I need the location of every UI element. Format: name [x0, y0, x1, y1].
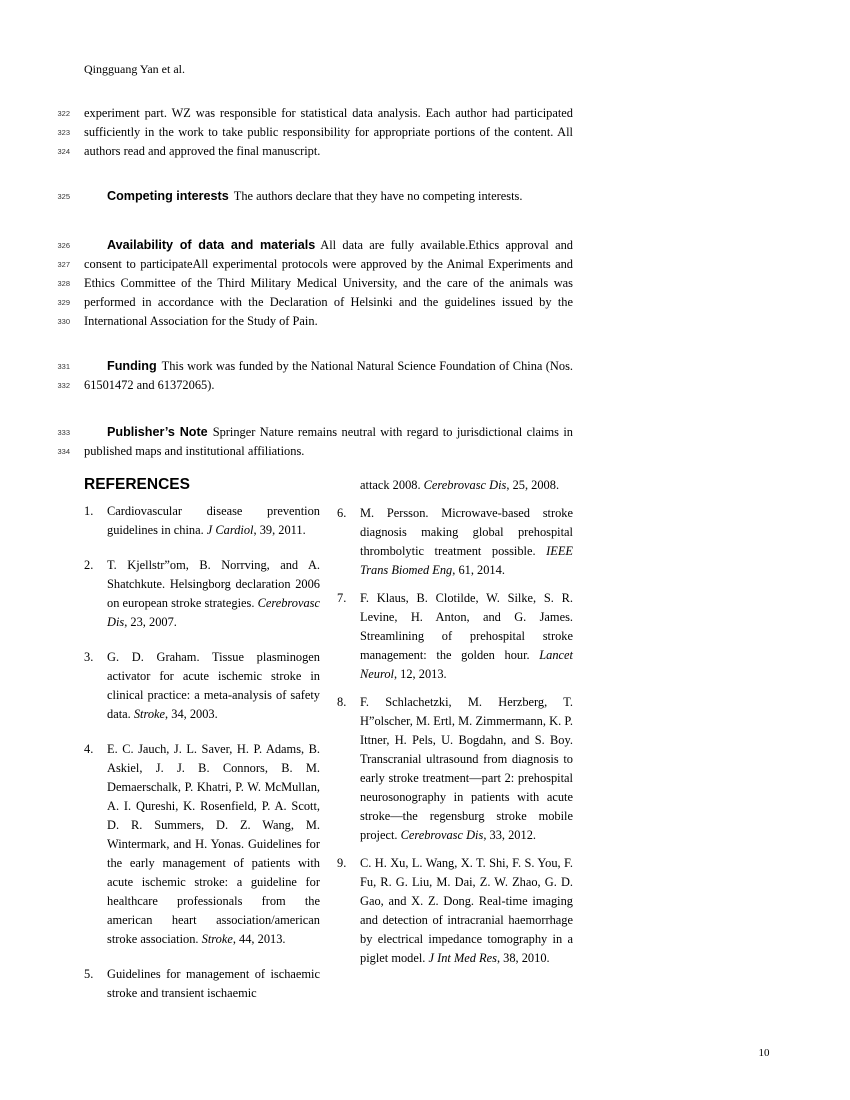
- reference-journal: Lancet Neurol: [360, 648, 573, 681]
- line-number: 326: [57, 241, 70, 250]
- reference-item-9: [337, 854, 573, 968]
- reference-text: , 61, 2014.: [452, 563, 505, 577]
- references-column-right: [337, 476, 573, 968]
- reference-text: C. H. Xu, L. Wang, X. T. Shi, F. S. You, F. Fu, R. G. Liu, M. Dai, Z. W. Zhao, G. D. Gao, and X. Z. Dong. Real-time imaging and detection of intracranial haemorrhage by electrical impedance tomography in a piglet model.: [360, 856, 573, 965]
- reference-journal: J Int Med Res: [428, 951, 497, 965]
- line-number: 328: [57, 279, 70, 288]
- reference-text: G. D. Graham. Tissue plasminogen activator for acute ischemic stroke in clinical practice: a meta-analysis of safety data.: [107, 650, 320, 721]
- reference-number: 3.: [84, 650, 94, 664]
- reference-journal: Cerebrovasc Dis: [400, 828, 484, 842]
- reference-number: 8.: [337, 695, 347, 709]
- section-label-funding: Funding: [107, 359, 157, 373]
- reference-text: E. C. Jauch, J. L. Saver, H. P. Adams, B. Askiel, J. J. B. Connors, B. M. Demaerschalk, P. Khatri, P. W. McMullan, A. I. Qureshi, K. Rosenfield, P. A. Scott, D. R. Summers, D. Z. Wang, M. Wintermark, and H. Yonas. Guidelines for the early management of patients with acute ischemic stroke: a guideline for healthcare professionals from the american heart association/american stroke association.: [107, 742, 320, 946]
- paragraph-competing-interests: [84, 187, 573, 206]
- reference-text: F. Klaus, B. Clotilde, W. Silke, S. R. Levine, H. Anton, and G. James. Streamlining of prehospital stroke management: the golden hour.: [360, 591, 573, 662]
- reference-number: 1.: [84, 504, 94, 518]
- reference-number: 4.: [84, 742, 94, 756]
- paragraph-text: Springer Nature remains neutral with regard to jurisdictional claims in published maps and institutional affiliations.: [84, 425, 574, 458]
- paragraph-text: This work was funded by the National Natural Science Foundation of China (Nos. 61501472 and 61372065).: [84, 359, 573, 392]
- line-number: 330: [57, 317, 70, 326]
- references-column-left: [84, 475, 320, 1003]
- line-number: 334: [57, 447, 70, 456]
- reference-number: 2.: [84, 558, 94, 572]
- reference-item-5-part2: [337, 476, 573, 495]
- line-number: 333: [57, 428, 70, 437]
- reference-text: attack 2008.: [360, 478, 424, 492]
- paragraph-text: experiment part. WZ was responsible for statistical data analysis. Each author had participated sufficiently in the work to take public responsibility for appropriate portions of the content. All authors read and approved the final manuscript.: [84, 106, 573, 158]
- paragraph-availability: [84, 236, 573, 331]
- reference-journal: Cerebrovasc Dis: [423, 478, 507, 492]
- reference-text: , 44, 2013.: [232, 932, 286, 946]
- reference-text: M. Persson. Microwave-based stroke diagnosis making global prehospital thrombolytic treatment possible.: [360, 506, 573, 558]
- reference-text: , 39, 2011.: [253, 523, 306, 537]
- reference-number: 5.: [84, 967, 94, 981]
- reference-item-8: [337, 693, 573, 845]
- reference-text: , 38, 2010.: [496, 951, 550, 965]
- references-heading: REFERENCES: [84, 476, 190, 493]
- reference-number: 9.: [337, 856, 347, 870]
- reference-text: F. Schlachetzki, M. Herzberg, T. H”olscher, M. Ertl, M. Zimmermann, K. P. Ittner, H. Pels, U. Bogdahn, and S. Boy. Transcranial ultrasound from diagnosis to early stroke treatment—part 2: prehospital neurosonography in patients with acute stroke—the regensburg stroke mobile project.: [360, 695, 573, 842]
- reference-number: 6.: [337, 506, 347, 520]
- line-number: 323: [57, 128, 70, 137]
- line-number: 332: [57, 381, 70, 390]
- reference-journal: J Cardiol: [206, 523, 254, 537]
- reference-number: 7.: [337, 591, 347, 605]
- page-number: 10: [758, 1047, 770, 1059]
- reference-item-3: [84, 648, 320, 724]
- line-number: 322: [57, 109, 70, 118]
- line-number: 325: [57, 192, 70, 201]
- running-head-author: Qingguang Yan et al.: [84, 62, 185, 76]
- reference-text: T. Kjellstr”om, B. Norrving, and A. Shatchkute. Helsingborg declaration 2006 on european stroke strategies.: [107, 558, 320, 610]
- line-number: 329: [57, 298, 70, 307]
- reference-journal: Stroke: [201, 932, 233, 946]
- reference-item-2: [84, 556, 320, 632]
- reference-item-4: [84, 740, 320, 949]
- paragraph-funding: [84, 357, 573, 395]
- reference-text: , 23, 2007.: [124, 615, 177, 629]
- reference-journal: Stroke: [133, 707, 166, 721]
- reference-item-6: [337, 504, 573, 580]
- line-number: 331: [57, 362, 70, 371]
- paragraph-author-contributions: [84, 104, 573, 161]
- paragraph-text: All data are fully available.Ethics approval and consent to participateAll experimental protocols were approved by the Animal Experiments and Ethics Committee of the Third Military Medical University, and the care of the animals was performed in accordance with the Declaration of Helsinki and the guidelines issued by the International Association for the Study of Pain.: [84, 238, 574, 328]
- reference-text: Cardiovascular disease prevention guidelines in china.: [107, 504, 320, 537]
- section-label-availability: Availability of data and materials: [107, 238, 316, 252]
- reference-journal: IEEE Trans Biomed Eng: [360, 544, 573, 577]
- reference-journal: Cerebrovasc Dis: [107, 596, 320, 629]
- reference-text: , 33, 2012.: [483, 828, 536, 842]
- reference-text: , 34, 2003.: [165, 707, 218, 721]
- paragraph-text: The authors declare that they have no competing interests.: [233, 189, 523, 203]
- reference-item-5-part1: [84, 965, 320, 1003]
- line-number: 327: [57, 260, 70, 269]
- section-label-competing-interests: Competing interests: [107, 189, 229, 203]
- reference-item-1: [84, 502, 320, 540]
- reference-item-7: [337, 589, 573, 684]
- section-label-publishers-note: Publisher’s Note: [107, 425, 208, 439]
- reference-text: Guidelines for management of ischaemic stroke and transient ischaemic: [107, 967, 320, 1000]
- reference-text: , 12, 2013.: [393, 667, 447, 681]
- paragraph-publishers-note: [84, 423, 573, 461]
- line-number: 324: [57, 147, 70, 156]
- reference-text: , 25, 2008.: [506, 478, 560, 492]
